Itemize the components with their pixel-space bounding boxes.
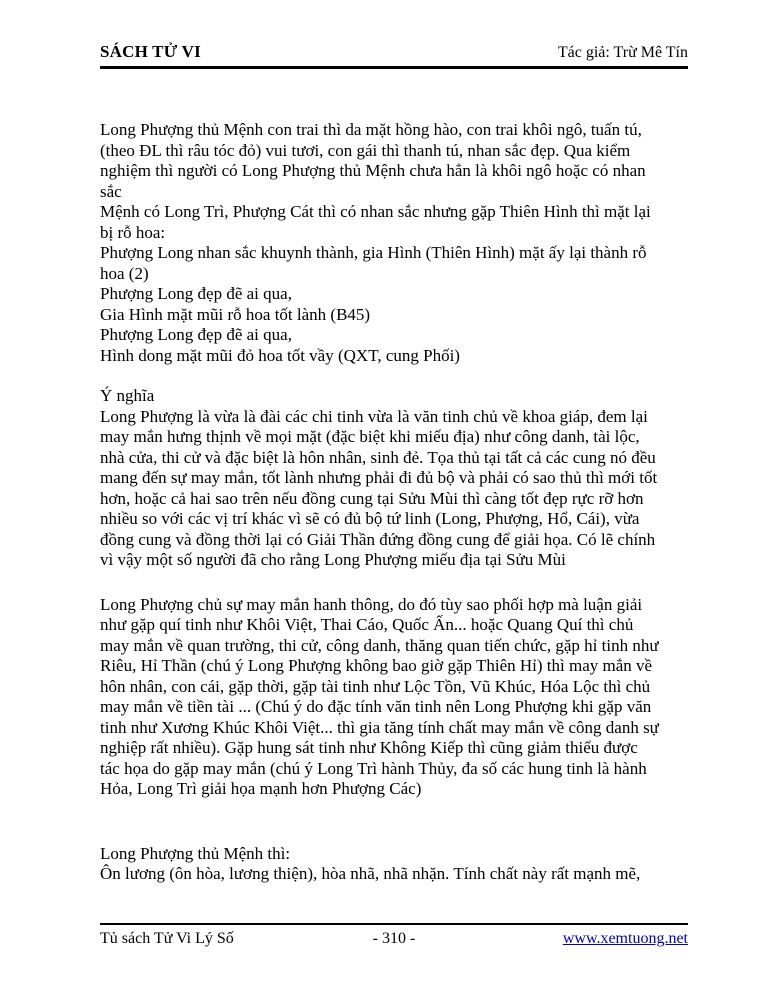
- page-footer: [100, 923, 688, 948]
- book-title: SÁCH TỬ VI: [100, 42, 201, 61]
- text-line: tác họa do gặp may mắn (chú ý Long Trì hành Thủy, đa số các hung tinh là hành: [100, 758, 647, 778]
- text-line: sắc: [100, 181, 122, 201]
- text-line: Phượng Long nhan sắc khuynh thành, gia Hình (Thiên Hình) mặt ấy lại thành rỗ: [100, 243, 647, 262]
- text-line: Long Phượng là vừa là đài các chi tinh vừa là văn tinh chủ về khoa giáp, đem lại: [100, 406, 648, 426]
- author-credit: Tác giả: Trừ Mê Tín: [557, 44, 688, 61]
- text-line: Phượng Long đẹp đẽ ai qua,: [100, 325, 292, 344]
- text-line: (theo ĐL thì râu tóc đỏ) vui tươi, con gái thì thanh tú, nhan sắc đẹp. Qua kiểm: [100, 140, 631, 160]
- paragraph-luan-giai: [100, 595, 692, 800]
- document-body: [100, 120, 692, 885]
- text-line: Riêu, Hỉ Thần (chú ý Long Phượng không bao giờ gặp Thiên Hỉ) thì may mắn về: [100, 656, 653, 675]
- text-line: Phượng Long đẹp đẽ ai qua,: [100, 284, 292, 303]
- text-line: Long Phượng chủ sự may mắn hanh thông, do đó tùy sao phối hợp mà luận giải: [100, 594, 643, 614]
- text-line: Long Phượng thủ Mệnh con trai thì da mặt hồng hào, con trai khôi ngô, tuấn tú,: [100, 120, 642, 139]
- paragraph-menh-description: [100, 120, 692, 366]
- text-line: hoa (2): [100, 263, 149, 283]
- text-line: tinh như Xương Khúc Khôi Việt... thì gia tăng tính chất may mắn về công danh sự: [100, 717, 659, 737]
- text-line: Gia Hình mặt mũi rỗ hoa tốt lành (B45): [100, 304, 371, 324]
- text-line: Hình dong mặt mũi đỏ hoa tốt vầy (QXT, cung Phối): [100, 345, 460, 365]
- text-line: Mệnh có Long Trì, Phượng Cát thì có nhan sắc nhưng gặp Thiên Hình thì mặt lại: [100, 202, 651, 221]
- website-link[interactable]: www.xemtuong.net: [562, 930, 688, 947]
- footer-series-title: Tủ sách Tử Vi Lý Số: [100, 930, 234, 947]
- text-line: vì vậy một số người đã cho rằng Long Phượng miếu địa tại Sửu Mùi: [100, 550, 566, 569]
- text-line: hơn, hoặc cả hai sao trên nếu đồng cung tại Sửu Mùi thì càng tốt đẹp rực rỡ hơn: [100, 488, 644, 508]
- text-line: may mắn về tiền tài ... (Chú ý do đặc tính văn tinh nên Long Phượng khi gặp văn: [100, 697, 652, 716]
- text-line: như gặp quí tinh như Khôi Việt, Thai Cáo, Quốc Ấn... hoặc Quang Quí thì chủ: [100, 615, 634, 634]
- text-line: Long Phượng thủ Mệnh thì:: [100, 843, 291, 863]
- text-line: hôn nhân, con cái, gặp thời, gặp tài tinh như Lộc Tồn, Vũ Khúc, Hóa Lộc thì chủ: [100, 676, 651, 696]
- text-line: nhiều so với các vị trí khác vì sẽ có đủ bộ tứ linh (Long, Phượng, Hổ, Cái), vừa: [100, 509, 640, 528]
- text-line: nhà cửa, thi cử và đặc biệt là hôn nhân, sinh đẻ. Tọa thủ tại tất cả các cung nó đều: [100, 447, 656, 467]
- text-line: may mắn hưng thịnh về mọi mặt (đặc biệt khi miếu địa) như công danh, tài lộc,: [100, 427, 640, 446]
- text-line: Ý nghĩa: [100, 386, 155, 405]
- page-header: [100, 42, 688, 69]
- text-line: nghiệm thì người có Long Phượng thủ Mệnh chưa hẳn là khôi ngô hoặc có nhan: [100, 161, 646, 180]
- text-line: may mắn về quan trường, thi cử, công danh, thăng quan tiến chức, gặp hỉ tinh như: [100, 635, 659, 655]
- page-number: - 310 -: [372, 930, 416, 947]
- text-line: bị rỗ hoa:: [100, 222, 166, 242]
- text-line: mang đến sự may mắn, tốt lành nhưng phải đi đủ bộ và phải có sao thủ thì mới tốt: [100, 468, 658, 487]
- paragraph-thu-menh: [100, 844, 692, 885]
- text-line: Ôn lương (ôn hòa, lương thiện), hòa nhã, nhã nhặn. Tính chất này rất mạnh mẽ,: [100, 864, 641, 883]
- text-line: đồng cung và đồng thời lại có Giải Thần đứng đồng cung để giải họa. Có lẽ chính: [100, 529, 656, 549]
- paragraph-y-nghia: [100, 386, 692, 571]
- footer-link-wrap: [492, 930, 688, 948]
- text-line: Hỏa, Long Trì giải họa mạnh hơn Phượng Các): [100, 779, 422, 798]
- text-line: nghiệp rất nhiều). Gặp hung sát tinh như Không Kiếp thì cũng giảm thiểu được: [100, 738, 638, 757]
